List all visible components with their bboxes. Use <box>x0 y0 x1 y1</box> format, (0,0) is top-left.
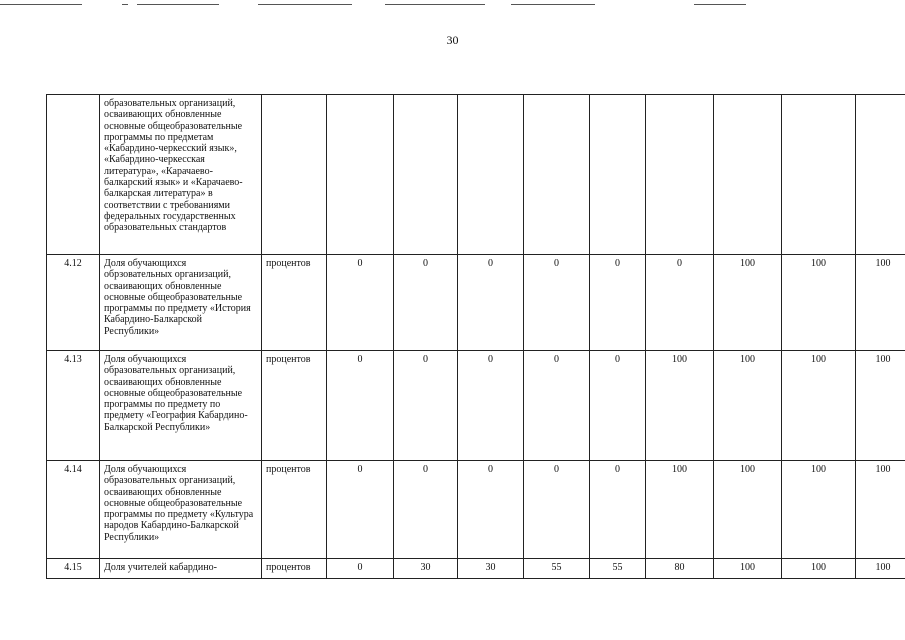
row-number-cell: 4.15 <box>47 559 100 579</box>
indicator-name-cell: Доля учителей кабардино- <box>100 559 262 579</box>
scan-line <box>258 4 352 5</box>
scan-line <box>694 4 746 5</box>
value-cell <box>590 95 646 255</box>
unit-cell: процентов <box>262 351 327 461</box>
value-cell: 0 <box>327 255 394 351</box>
scan-line <box>137 4 219 5</box>
indicator-name-cell: образовательных организаций, осваивающих обновленные основные общеобразовательные программы по предметам «Кабардино-черкесский язык», «Кабардино-черкесская литература», «Карачаево-балкарский язык» и «Карачаево-балкарская литература» в соответствии с требованиями федеральных государственных образовательных стандартов <box>100 95 262 255</box>
unit-cell: процентов <box>262 559 327 579</box>
unit-cell <box>262 95 327 255</box>
value-cell: 0 <box>327 559 394 579</box>
value-cell: 100 <box>856 559 905 579</box>
value-cell: 30 <box>394 559 458 579</box>
value-cell <box>856 95 905 255</box>
value-cell: 100 <box>782 351 856 461</box>
value-cell: 100 <box>646 351 714 461</box>
value-cell: 0 <box>327 461 394 559</box>
value-cell <box>327 95 394 255</box>
value-cell: 100 <box>714 559 782 579</box>
value-cell: 100 <box>714 461 782 559</box>
value-cell: 0 <box>524 255 590 351</box>
value-cell: 100 <box>714 351 782 461</box>
indicators-table <box>46 94 905 579</box>
value-cell: 0 <box>524 351 590 461</box>
indicator-name-cell: Доля обучающихся обрзовательных организаций, осваивающих обновленные основные общеобразовательные программы по предмету «История Кабардино-Балкарской Республики» <box>100 255 262 351</box>
indicator-name-cell: Доля обучающихся образовательных организаций, осваивающих обновленные основные общеобразовательные программы по предмету «Культура народов Кабардино-Балкарской Республики» <box>100 461 262 559</box>
value-cell: 0 <box>327 351 394 461</box>
table-row <box>47 95 905 255</box>
row-number-cell: 4.12 <box>47 255 100 351</box>
value-cell: 30 <box>458 559 524 579</box>
scan-line <box>122 4 128 5</box>
table-body <box>47 95 905 579</box>
value-cell: 0 <box>394 351 458 461</box>
value-cell: 100 <box>856 351 905 461</box>
value-cell: 0 <box>458 351 524 461</box>
table-row <box>47 255 905 351</box>
unit-cell: процентов <box>262 255 327 351</box>
value-cell: 0 <box>458 255 524 351</box>
scan-artifact-lines <box>0 0 905 10</box>
value-cell: 80 <box>646 559 714 579</box>
value-cell: 100 <box>856 461 905 559</box>
table-row <box>47 351 905 461</box>
value-cell <box>782 95 856 255</box>
value-cell: 100 <box>714 255 782 351</box>
table-row <box>47 461 905 559</box>
scan-line <box>385 4 485 5</box>
value-cell: 0 <box>524 461 590 559</box>
unit-cell: процентов <box>262 461 327 559</box>
value-cell: 55 <box>524 559 590 579</box>
row-number-cell: 4.14 <box>47 461 100 559</box>
row-number-cell <box>47 95 100 255</box>
value-cell <box>524 95 590 255</box>
value-cell <box>714 95 782 255</box>
value-cell: 0 <box>394 255 458 351</box>
value-cell <box>646 95 714 255</box>
value-cell: 100 <box>782 255 856 351</box>
value-cell: 100 <box>782 559 856 579</box>
value-cell <box>458 95 524 255</box>
value-cell: 0 <box>590 461 646 559</box>
value-cell: 0 <box>590 351 646 461</box>
value-cell: 0 <box>394 461 458 559</box>
value-cell: 55 <box>590 559 646 579</box>
scan-line <box>511 4 595 5</box>
row-number-cell: 4.13 <box>47 351 100 461</box>
value-cell: 100 <box>782 461 856 559</box>
value-cell: 100 <box>646 461 714 559</box>
scan-line <box>0 4 82 5</box>
value-cell: 100 <box>856 255 905 351</box>
value-cell: 0 <box>458 461 524 559</box>
value-cell <box>394 95 458 255</box>
value-cell: 0 <box>590 255 646 351</box>
page-number: 30 <box>446 33 459 47</box>
table-row <box>47 559 905 579</box>
value-cell: 0 <box>646 255 714 351</box>
indicator-name-cell: Доля обучающихся образовательных организаций, осваивающих обновленные основные общеобразовательные программы по предмету по предмету «География Кабардино-Балкарской Республики» <box>100 351 262 461</box>
